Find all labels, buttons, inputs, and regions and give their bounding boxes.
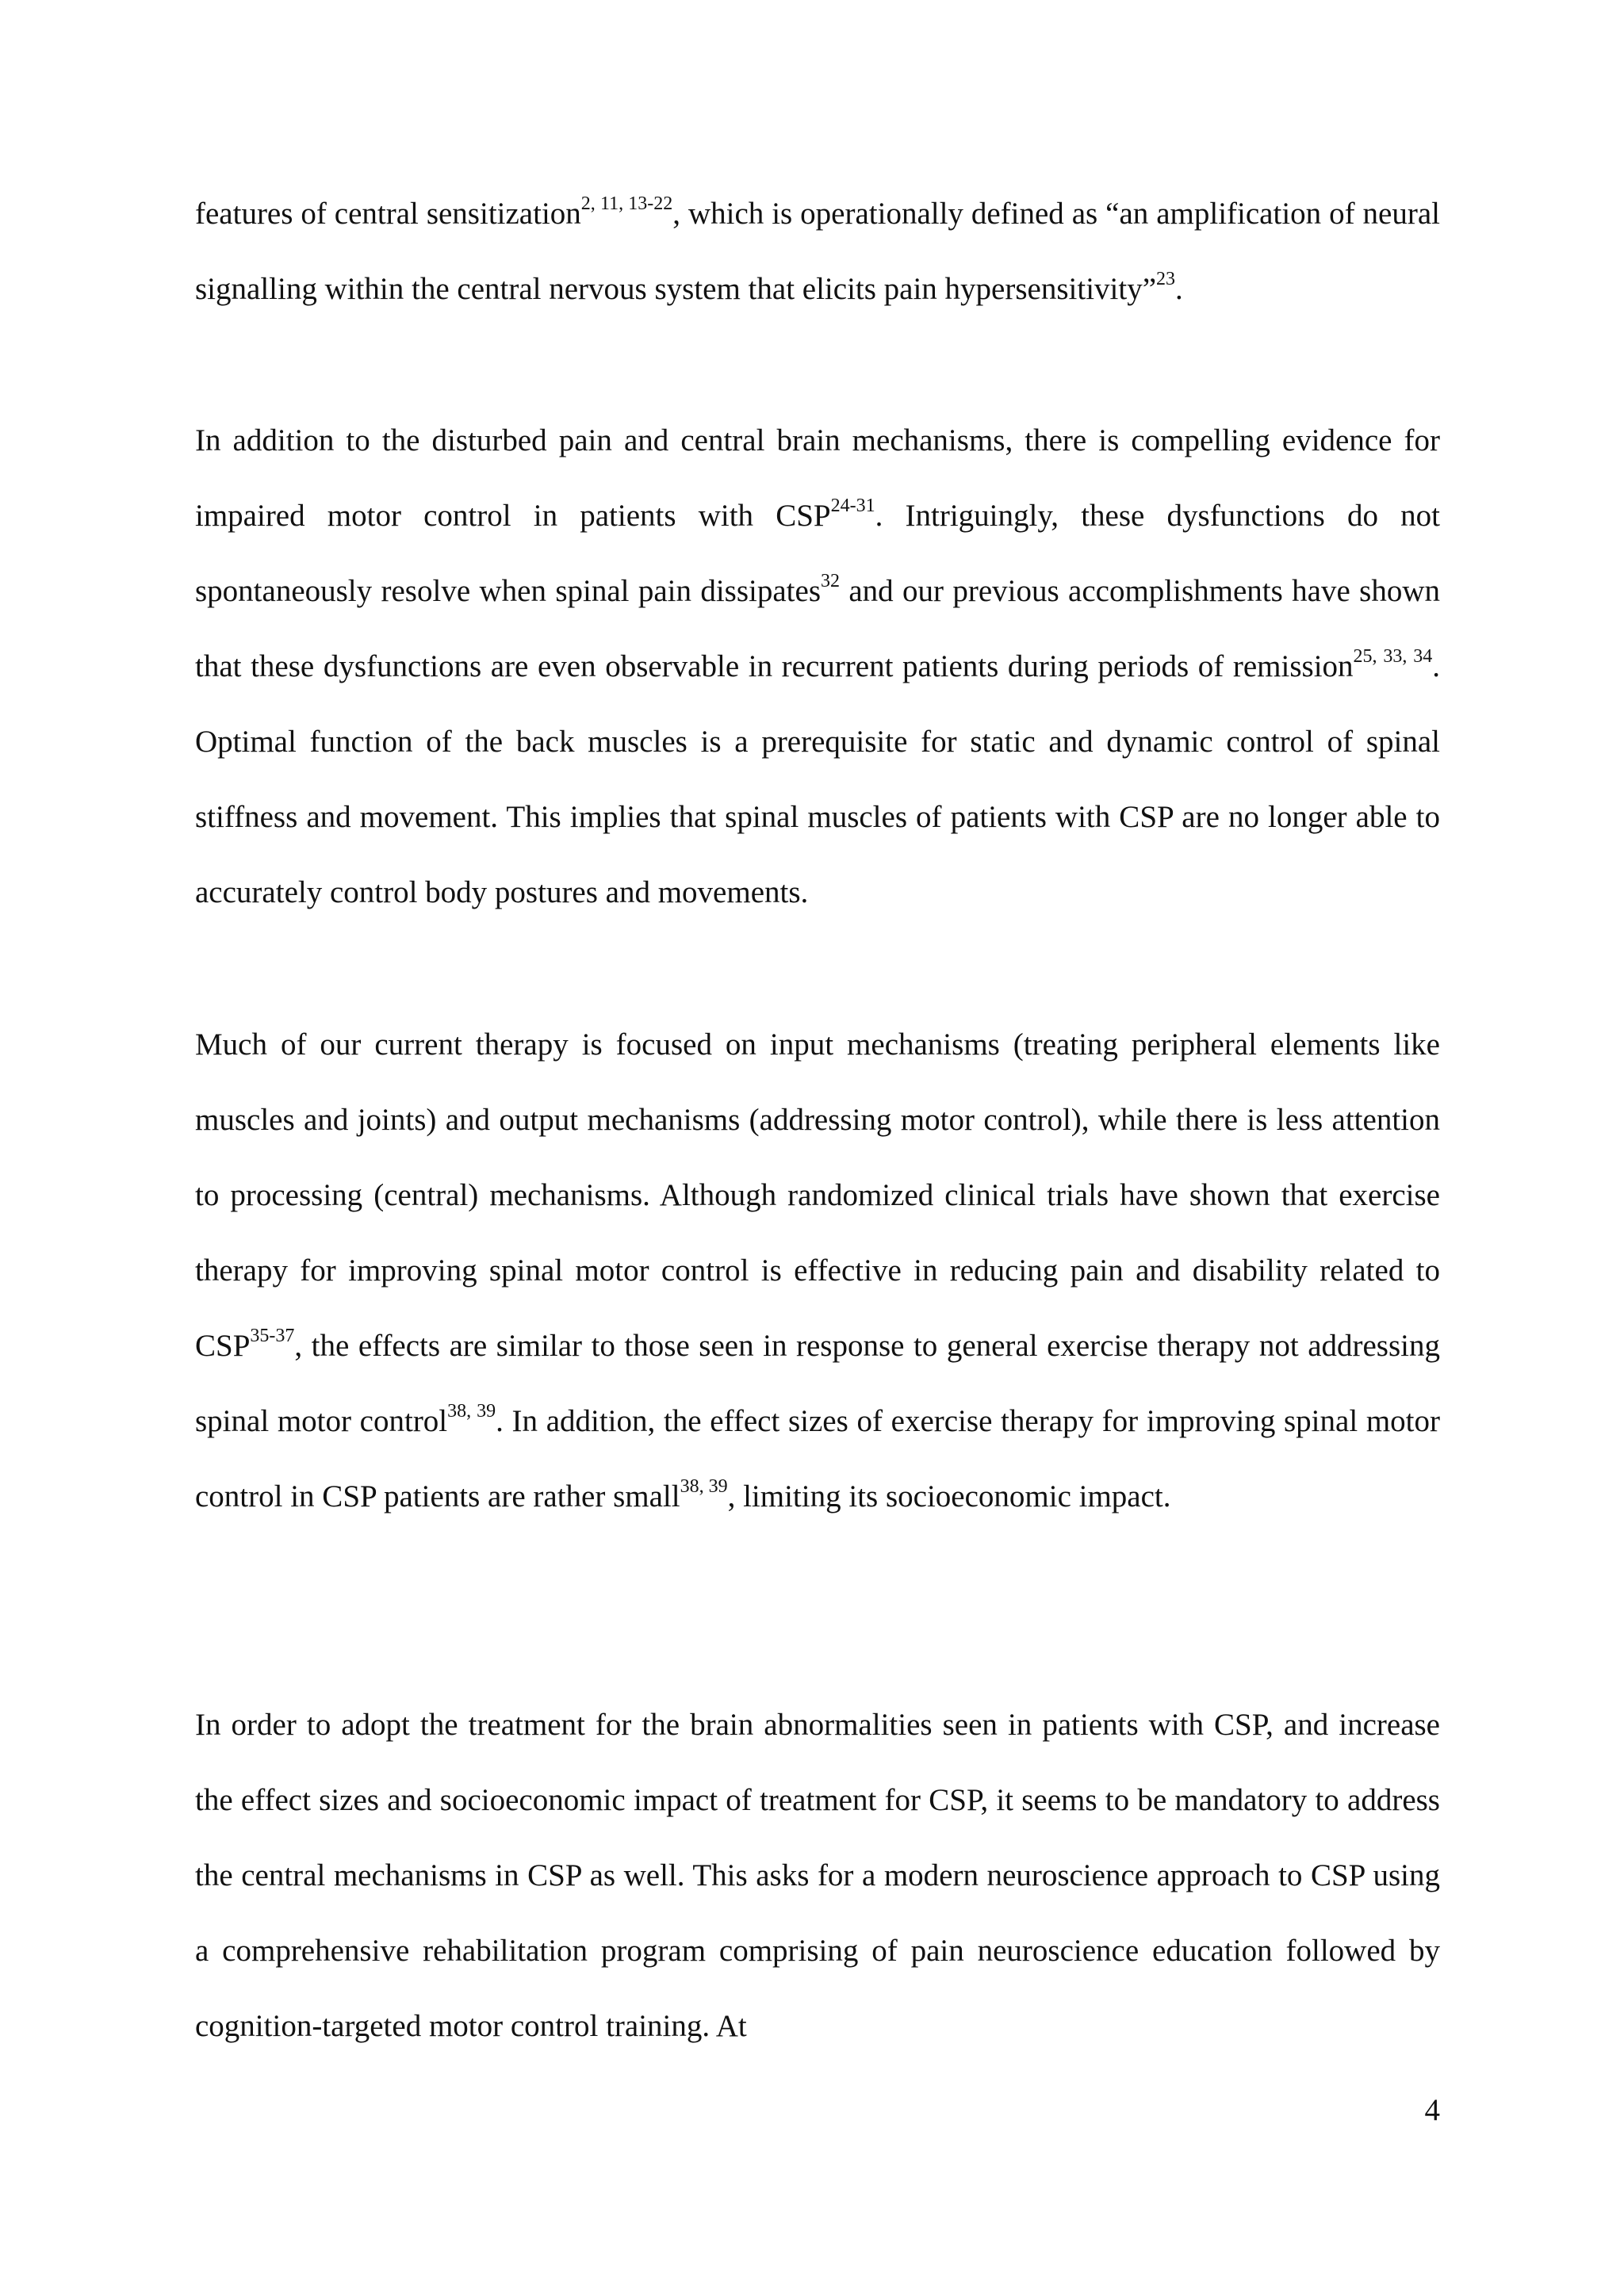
text-run: . In addition, the effect sizes of exercise therapy for improving spinal motor control in CSP patients are rather small [195,1404,1441,1513]
citation-superscript: 24-31 [830,496,875,516]
paragraph-treatment-approach [195,1687,1440,2064]
citation-superscript: 32 [821,571,840,591]
citation-superscript: 2, 11, 13-22 [580,193,673,214]
text-run: , limiting its socioeconomic impact. [727,1479,1171,1513]
text-run: , the effects are similar to those seen in response to general exercise therapy not addressing spinal motor control [195,1329,1440,1438]
citation-superscript: 35-37 [250,1326,295,1346]
text-run: . [1175,272,1183,306]
paragraph-current-therapy [195,1007,1440,1534]
text-run: Much of our current therapy is focused on input mechanisms (treating peripheral elements like muscles and joints) and output mechanisms (addressing motor control), while there is less attention to processing (central) mechanisms. Although randomized clinical trials have shown that exercise therapy for improving spinal motor control is effective in reducing pain and disability related to CSP [195,1027,1440,1363]
text-run: . Optimal function of the back muscles is a prerequisite for static and dynamic control of spinal stiffness and movement. This implies that spinal muscles of patients with CSP are no longer able to accurately control body postures and movements. [195,649,1440,909]
paragraph-motor-control [195,403,1440,930]
text-run: , which is operationally defined as “an amplification of neural signalling within the central nervous system that elicits pain hypersensitivity” [195,197,1440,306]
text-run: . Intriguingly, these dysfunctions do not spontaneously resolve when spinal pain dissipates [195,499,1441,608]
citation-superscript: 25, 33, 34 [1353,646,1433,667]
citation-superscript: 23 [1156,269,1176,289]
citation-superscript: 38, 39 [447,1401,496,1422]
page-number: 4 [1424,2093,1440,2127]
citation-superscript: 38, 39 [680,1476,728,1497]
text-run: In order to adopt the treatment for the brain abnormalities seen in patients with CSP, and increase the effect sizes and socioeconomic impact of treatment for CSP, it seems to be mandatory to address the central mechanisms in CSP as well. This asks for a modern neuroscience approach to CSP using a comprehensive rehabilitation program comprising of pain neuroscience education followed by cognition-targeted motor control training. At [195,1708,1440,2043]
text-run: features of central sensitization [195,197,581,231]
text-run: In addition to the disturbed pain and central brain mechanisms, there is compelling evidence for impaired motor control in patients with CSP [195,423,1440,533]
text-run: and our previous accomplishments have shown that these dysfunctions are even observable in recurrent patients during periods of remission [195,574,1440,683]
paragraph-central-sensitization [195,176,1440,327]
